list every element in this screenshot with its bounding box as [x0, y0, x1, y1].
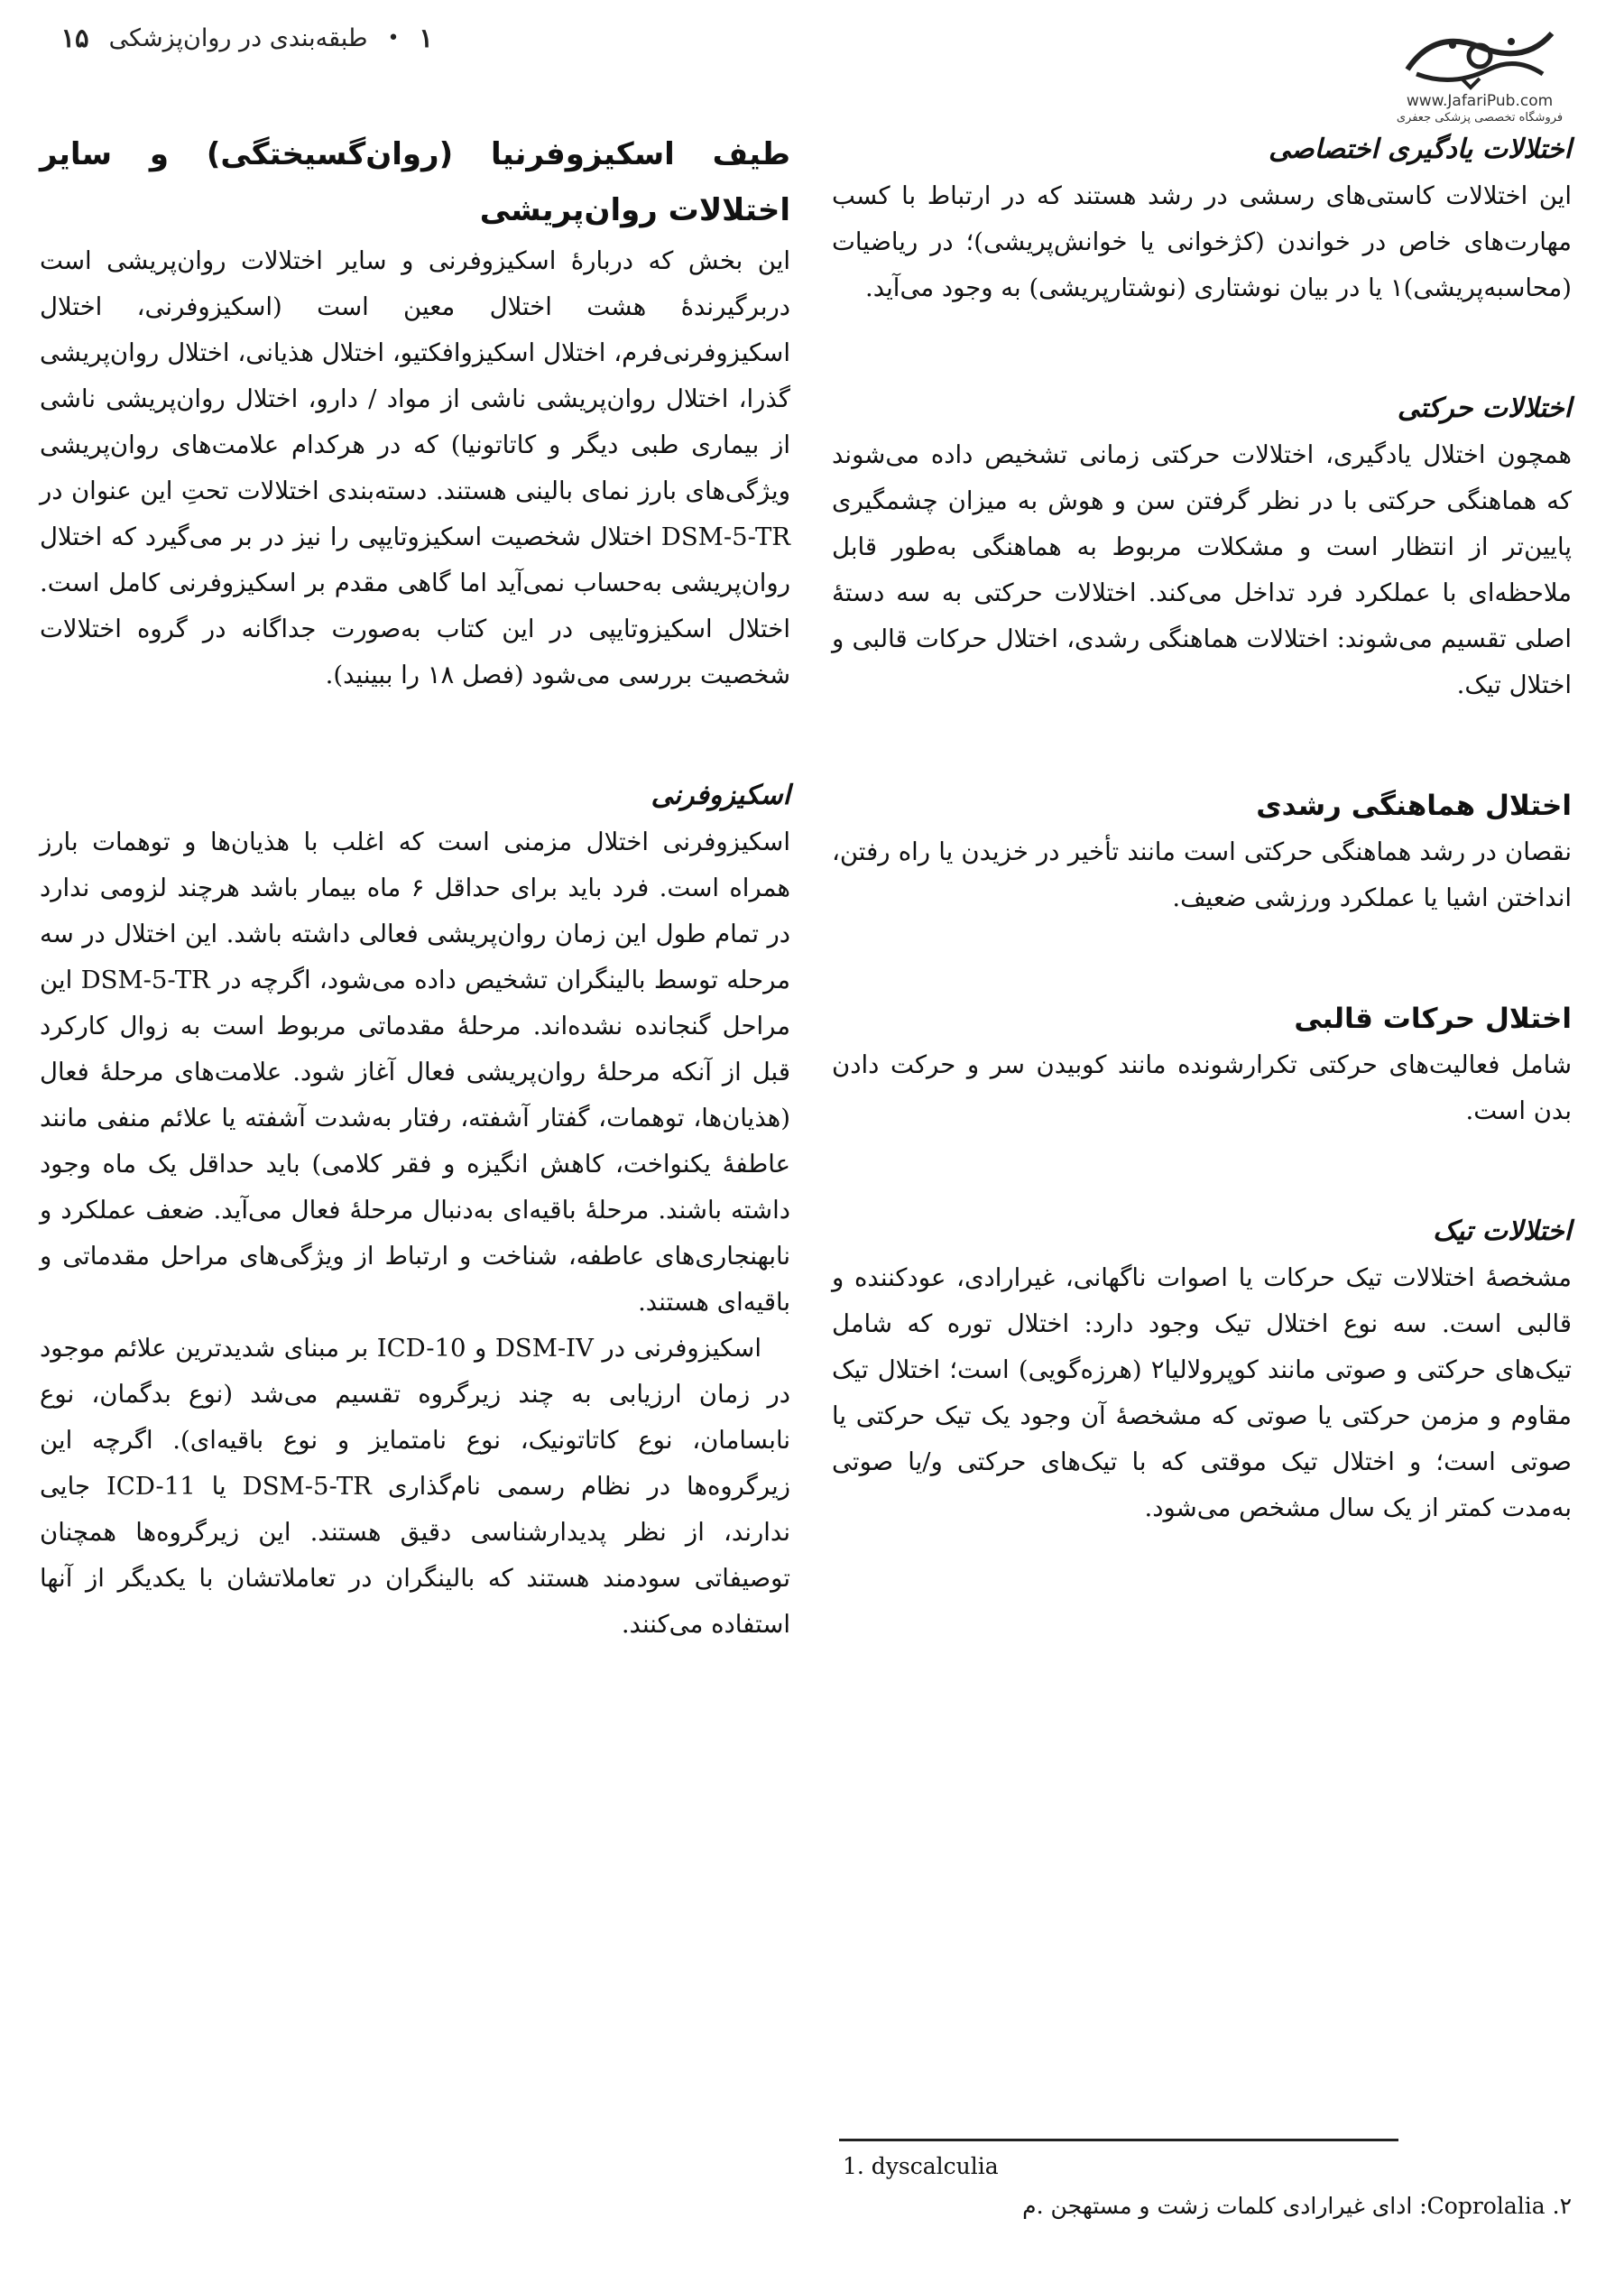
footnote-rule — [839, 2139, 1398, 2141]
publisher-url: www.JafariPub.com — [1406, 92, 1554, 110]
tic-disorders-text: مشخصهٔ اختلالات تیک حرکات یا اصوات ناگهانی، غیرارادی، عودکننده و قالبی است. سه نوع اختلال تیک وجود دارد: اختلال توره که شامل تیک‌های حرکتی و صوتی مانند کوپرولالیا۲ (هرزه‌گویی) است؛ اختلال تیک مقاوم و مزمن حرکتی یا صوتی که مشخصهٔ آن وجود یک تیک حرکتی یا صوتی است؛ و اختلال تیک موقتی که با تیک‌های حرکتی و/یا صوتی به‌مدت کمتر از یک سال مشخص می‌شود. — [832, 1263, 1572, 1522]
schizophrenia-text: اسکیزوفرنی اختلال مزمنی است که اغلب با هذیان‌ها و توهمات بارز همراه است. فرد باید برای حداقل ۶ ماه بیمار باشد هرچند لزومی ندارد در تمام طول این زمان روان‌پریشی فعالی داشته باشد. این اختلال در سه مرحله توسط بالینگران تشخیص داده می‌شود، اگرچه در DSM-5-TR این مراحل گنجانده نشده‌اند. مرحلهٔ مقدماتی مربوط است به زوال کارکرد قبل از آنکه مرحلهٔ روان‌پریشی فعال آغاز شود. علامت‌های مرحلهٔ فعال (هذیان‌ها، توهمات، گفتار آشفته، رفتار به‌شدت آشفته یا علائم منفی مانند عاطفهٔ یکنواخت، کاهش انگیزه و فقر کلامی) باید حداقل یک ماه وجود داشته باشند. مرحلهٔ باقیه‌ای به‌دنبال مرحلهٔ فعال می‌آید. ضعف عملکرد و نابهنجاری‌های عاطفه، شناخت و ارتباط از ویژگی‌های مراحل مقدماتی و باقیه‌ای هستند. — [40, 827, 791, 1317]
developmental-coordination-text: نقصان در رشد هماهنگی حرکتی است مانند تأخیر در خزیدن یا راه رفتن، انداختن اشیا یا عملکرد ورزشی ضعیف. — [832, 837, 1572, 912]
publisher-logo-icon — [1398, 20, 1561, 92]
separator-bullet: • — [387, 26, 400, 50]
learning-disorders-heading: اختلالات یادگیری اختصاصی — [1269, 134, 1572, 165]
schizophrenia-heading: اسکیزوفرنی — [651, 780, 790, 811]
publisher-caption: فروشگاه تخصصی پزشکی جعفری — [1396, 111, 1564, 125]
motor-disorders-text: همچون اختلال یادگیری، اختلالات حرکتی زمانی تشخیص داده می‌شوند که هماهنگی حرکتی با در نظر گرفتن سن و هوش به میزان چشمگیری پایین‌تر از انتظار است و مشکلات مربوط به هماهنگی به‌طور قابل ملاحظه‌ای با عملکرد فرد تداخل می‌کند. اختلالات حرکتی به سه دستهٔ اصلی تقسیم می‌شوند: اختلالات هماهنگی رشدی، اختلال حرکات قالبی و اختلال تیک. — [832, 440, 1572, 699]
stereotypic-movement-text: شامل فعالیت‌های حرکتی تکرارشونده مانند کوبیدن سر و حرکت دادن بدن است. — [832, 1050, 1572, 1125]
schizophrenia-spectrum-heading: طیف اسکیزوفرنیا (روان‌گسیختگی) و سایر اختلالات روان‌پریشی — [40, 136, 790, 228]
developmental-coordination-heading: اختلال هماهنگی رشدی — [1256, 790, 1572, 822]
schizophrenia-subtypes-text: اسکیزوفرنی در DSM-IV و ICD-10 بر مبنای شدیدترین علائم موجود در زمان ارزیابی به چند زیرگروه تقسیم می‌شد (نوع بدگمان، نوع نابسامان، نوع کاتاتونیک، نوع نامتمایز و نوع باقیه‌ای). اگرچه این زیرگروه‌ها در نظام رسمی نام‌گذاری DSM-5-TR یا ICD-11 جایی ندارند، از نظر پدیدارشناسی دقیق هستند. این زیرگروه‌ها همچنان توصیفاتی سودمند هستند که بالینگران در تعاملاتشان با یکدیگر از آنها استفاده می‌کنند. — [40, 1334, 791, 1639]
page-number: ۱۵ — [60, 23, 89, 53]
learning-disorders-text: این اختلالات کاستی‌های رسشی در رشد هستند که در ارتباط با کسب مهارت‌های خاص در خواندن (کژخوانی یا خوانش‌پریشی)؛ در ریاضیات (محاسبه‌پریشی)۱ یا در بیان نوشتاری (نوشتارپریشی) به وجود می‌آید. — [832, 181, 1572, 302]
tic-disorders-heading: اختلالات تیک — [1433, 1216, 1572, 1247]
footnote-1: 1. dyscalculia — [843, 2153, 999, 2179]
left-column — [40, 126, 790, 1648]
footnote-2: ۲. Coprolalia: ادای غیرارادی کلمات زشت و مستهجن .م — [1022, 2193, 1572, 2219]
right-column — [832, 126, 1572, 1531]
stereotypic-movement-heading: اختلال حرکات قالبی — [1294, 1003, 1572, 1035]
running-head — [36, 14, 433, 61]
schizophrenia-spectrum-intro: این بخش که دربارهٔ اسکیزوفرنی و سایر اختلالات روان‌پریشی است دربرگیرندهٔ هشت اختلال معین است (اسکیزوفرنی، اختلال اسکیزوفرنی‌فرم، اختلال اسکیزوافکتیو، اختلال هذیانی، اختلال روان‌پریشی گذرا، اختلال روان‌پریشی ناشی از مواد / دارو، اختلال روان‌پریشی ناشی از بیماری طبی دیگر و کاتاتونیا) که در هرکدام علامت‌های روان‌پریشی ویژگی‌های بارز نمای بالینی هستند. دسته‌بندی اختلالات تحتِ این عنوان در DSM-5-TR اختلال شخصیت اسکیزوتایپی را نیز در بر می‌گیرد که اختلال روان‌پریشی به‌حساب نمی‌آید اما گاهی مقدم بر اسکیزوفرنی کامل است. اختلال اسکیزوتایپی در این کتاب به‌صورت جداگانه در گروه اختلالات شخصیت بررسی می‌شود (فصل ۱۸ را ببینید). — [40, 246, 790, 689]
chapter-title: طبقه‌بندی در روان‌پزشکی — [108, 23, 368, 52]
motor-disorders-heading: اختلالات حرکتی — [1397, 393, 1572, 424]
chapter-number: ۱ — [419, 23, 433, 53]
